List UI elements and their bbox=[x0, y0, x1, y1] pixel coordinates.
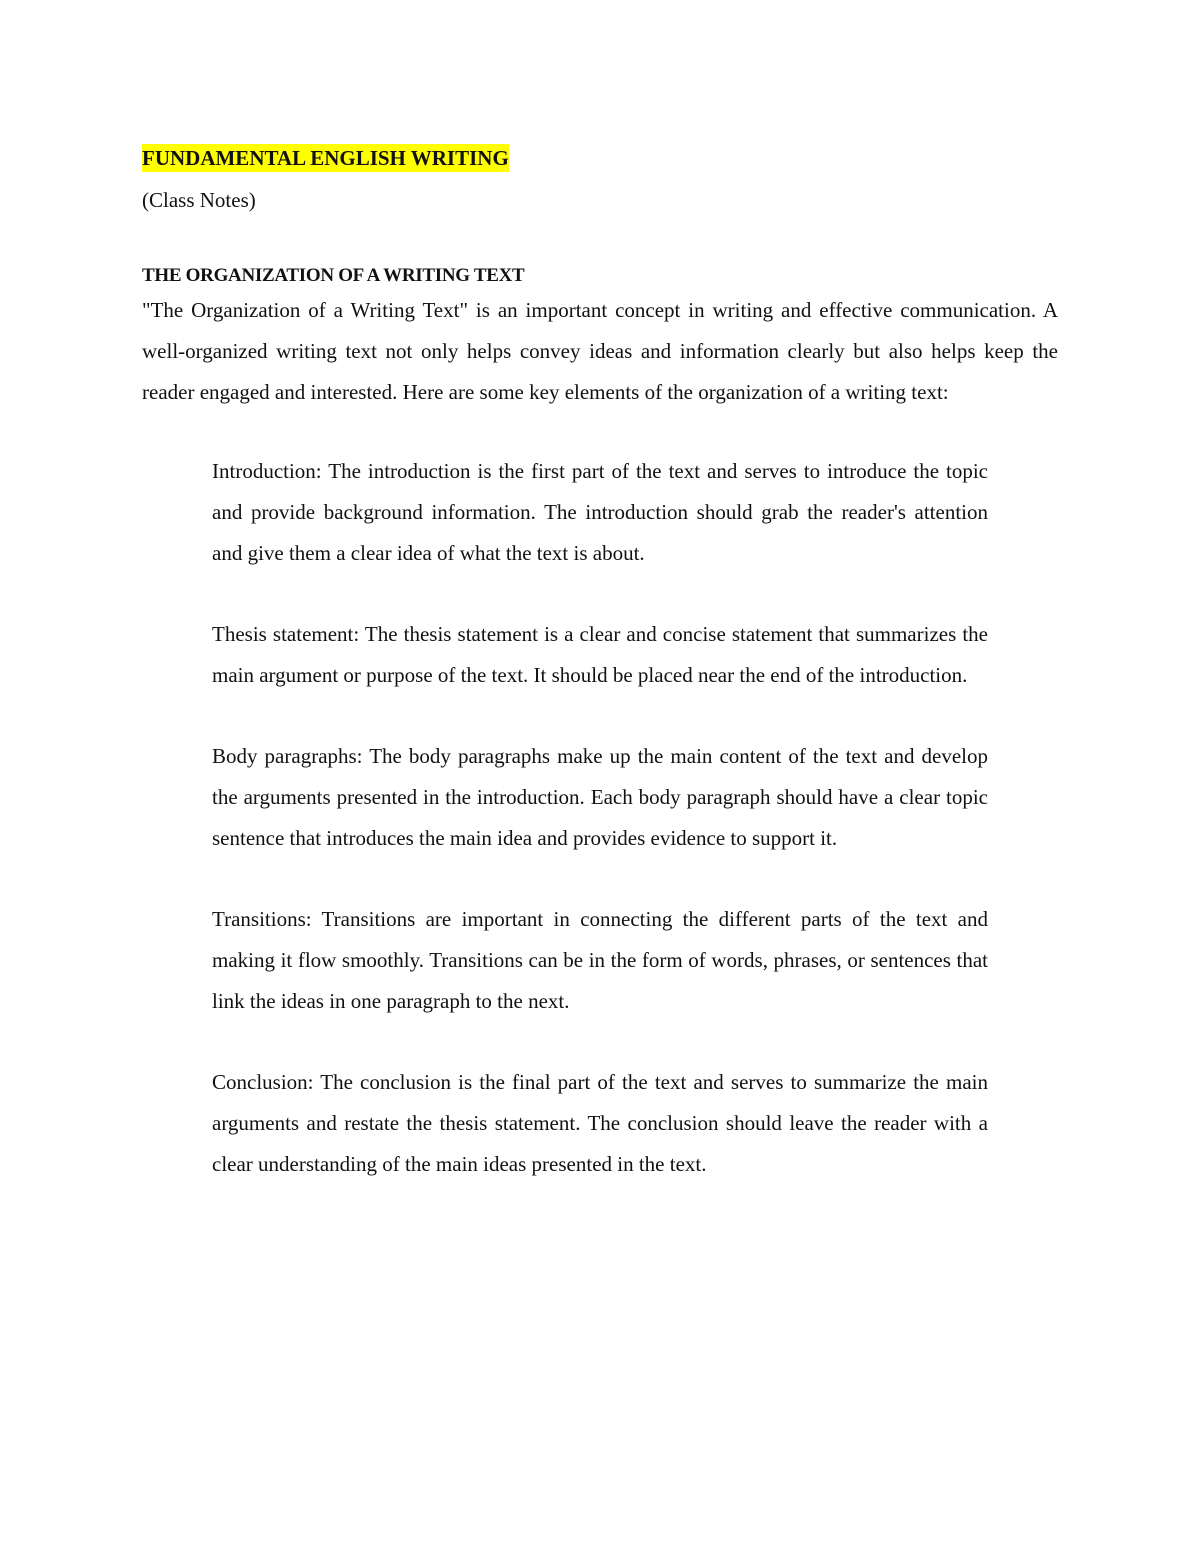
document-body bbox=[142, 140, 1058, 1225]
section-heading: THE ORGANIZATION OF A WRITING TEXT bbox=[142, 265, 525, 286]
title-highlight: FUNDAMENTAL ENGLISH WRITING bbox=[142, 146, 509, 170]
element-body-paragraphs: Body paragraphs: The body paragraphs make up the main content of the text and develop the arguments presented in the introduction. Each body paragraph should have a clear topic sentence that introduces the main idea and provides evidence to support it. bbox=[212, 744, 988, 850]
document-subtitle: (Class Notes) bbox=[142, 188, 256, 212]
element-transitions: Transitions: Transitions are important in connecting the different parts of the text and making it flow smoothly. Transitions can be in the form of words, phrases, or sentences that link the ideas in one paragraph to the next. bbox=[212, 907, 988, 1013]
element-conclusion: Conclusion: The conclusion is the final part of the text and serves to summarize the main arguments and restate the thesis statement. The conclusion should leave the reader with a clear understanding of the main ideas presented in the text. bbox=[212, 1070, 988, 1176]
element-introduction: Introduction: The introduction is the first part of the text and serves to introduce the topic and provide background information. The introduction should grab the reader's attention and give them a clear idea of what the text is about. bbox=[212, 459, 988, 565]
intro-paragraph: "The Organization of a Writing Text" is an important concept in writing and effective communication. A well-organized writing text not only helps convey ideas and information clearly but also helps keep the reader engaged and interested. Here are some key elements of the organization of a writing text: bbox=[142, 298, 1058, 404]
elements-list bbox=[212, 451, 988, 1185]
element-thesis-statement: Thesis statement: The thesis statement is a clear and concise statement that summarizes the main argument or purpose of the text. It should be placed near the end of the introduction. bbox=[212, 622, 988, 687]
document-title bbox=[142, 140, 1058, 176]
